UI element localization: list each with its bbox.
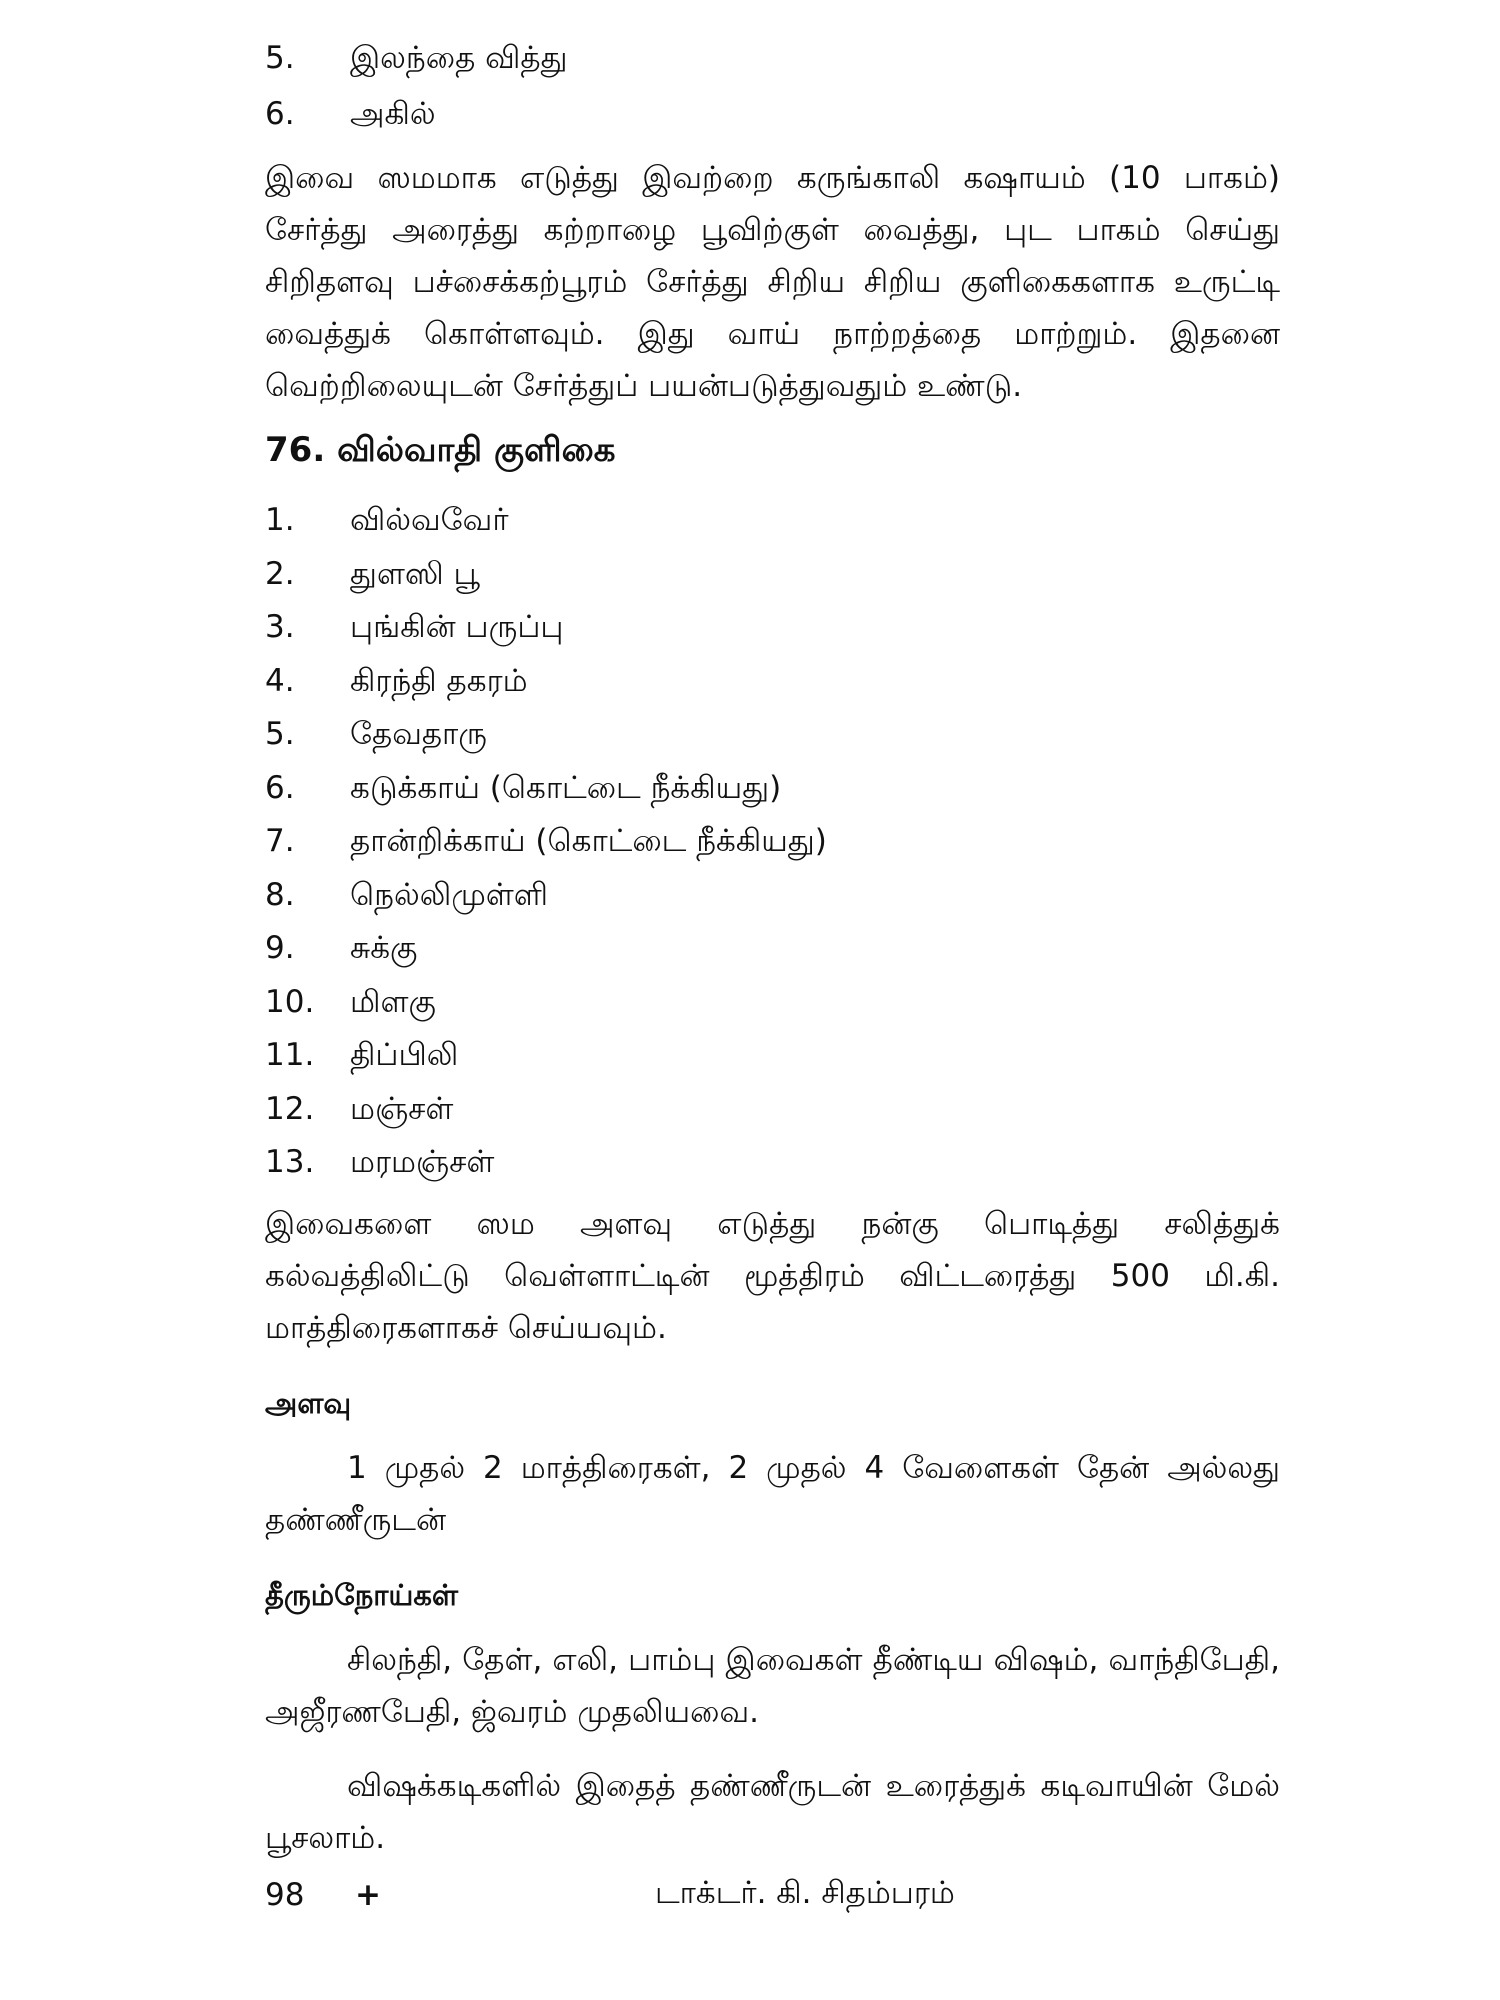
list-item (265, 770, 1280, 824)
list-item (265, 502, 1280, 556)
list-number: 10. (265, 983, 315, 1020)
cures-paragraph: சிலந்தி, தேள், எலி, பாம்பு இவைகள் தீண்டிய விஷம், வாந்திபேதி, அஜீரணபேதி, ஜ்வரம் முதலியவை. (265, 1641, 1280, 1730)
preparation-paragraph: இவை ஸமமாக எடுத்து இவற்றை கருங்காலி கஷாயம் (10 பாகம்) சேர்த்து அரைத்து கற்றாழை பூவிற்குள் வைத்து, புட பாகம் செய்து சிறிதளவு பச்சைக்கற்பூரம் சேர்த்து சிறிய சிறிய குளிகைகளாக உருட்டி வைத்துக் கொள்ளவும். இது வாய் நாற்றத்தை மாற்றும். இதனை வெற்றிலையுடன் சேர்த்துப் பயன்படுத்துவதும் உண்டு. (265, 160, 1280, 404)
page-number: 98 (265, 1877, 305, 1913)
list-item (265, 823, 1280, 877)
list-number: 5. (265, 716, 295, 752)
page-content (265, 40, 1280, 1864)
method-paragraph: இவைகளை ஸம அளவு எடுத்து நன்கு பொடித்து சலித்துக் கல்வத்திலிட்டு வெள்ளாட்டின் மூத்திரம் விட்டரைத்து 500 மி.கி. மாத்திரைகளாகச் செய்யவும். (265, 1205, 1280, 1346)
list-item (265, 1037, 1280, 1091)
list-number: 7. (265, 823, 295, 859)
list-text: இலந்தை வித்து (350, 40, 568, 76)
list-item (265, 984, 1280, 1038)
list-text: துளஸி பூ (350, 555, 480, 592)
list-number: 2. (265, 555, 295, 592)
list-number: 11. (265, 1037, 315, 1073)
list-text: திப்பிலி (350, 1037, 459, 1073)
list-text: கடுக்காய் (கொட்டை நீக்கியது) (350, 769, 782, 806)
list-text: தேவதாரு (350, 716, 487, 752)
ingredient-list (265, 502, 1280, 1198)
dose-heading: அளவு (265, 1385, 352, 1420)
list-number: 8. (265, 876, 295, 913)
footer-separator: + (355, 1877, 381, 1913)
list-text: கிரந்தி தகரம் (350, 662, 528, 699)
list-item (265, 556, 1280, 610)
list-number: 3. (265, 609, 295, 645)
list-number: 9. (265, 930, 295, 966)
section-heading: 76. வில்வாதி குளிகை (265, 430, 616, 470)
list-number: 1. (265, 502, 295, 538)
usage-paragraph: விஷக்கடிகளில் இதைத் தண்ணீருடன் உரைத்துக் கடிவாயின் மேல் பூசலாம். (265, 1767, 1280, 1856)
page-footer (265, 1875, 1280, 1915)
list-item (265, 877, 1280, 931)
cures-heading: தீரும்நோய்கள் (265, 1577, 459, 1612)
spacer (265, 1738, 1280, 1760)
list-number: 6. (265, 96, 295, 132)
list-text: மிளகு (350, 983, 436, 1020)
list-text: புங்கின் பருப்பு (350, 609, 564, 645)
list-text: சுக்கு (350, 930, 418, 966)
footer-author: டாக்டர். கி. சிதம்பரம் (655, 1875, 955, 1911)
list-item (265, 716, 1280, 770)
list-text: தான்றிக்காய் (கொட்டை நீக்கியது) (350, 823, 827, 859)
list-item (265, 40, 1280, 96)
list-number: 6. (265, 769, 295, 806)
list-text: அகில் (350, 96, 436, 132)
list-item (265, 930, 1280, 984)
list-number: 13. (265, 1144, 315, 1180)
dose-paragraph: 1 முதல் 2 மாத்திரைகள், 2 முதல் 4 வேளைகள் தேன் அல்லது தண்ணீருடன் (265, 1449, 1280, 1538)
list-item (265, 663, 1280, 717)
list-number: 12. (265, 1090, 315, 1127)
list-text: வில்வவேர் (350, 502, 509, 538)
list-item (265, 96, 1280, 152)
list-item (265, 1144, 1280, 1198)
list-text: நெல்லிமுள்ளி (350, 876, 548, 913)
list-item (265, 1091, 1280, 1145)
list-item (265, 609, 1280, 663)
list-text: மஞ்சள் (350, 1090, 454, 1127)
list-text: மரமஞ்சள் (350, 1144, 495, 1180)
top-ingredient-list (265, 40, 1280, 152)
list-number: 5. (265, 40, 295, 76)
list-number: 4. (265, 662, 295, 699)
